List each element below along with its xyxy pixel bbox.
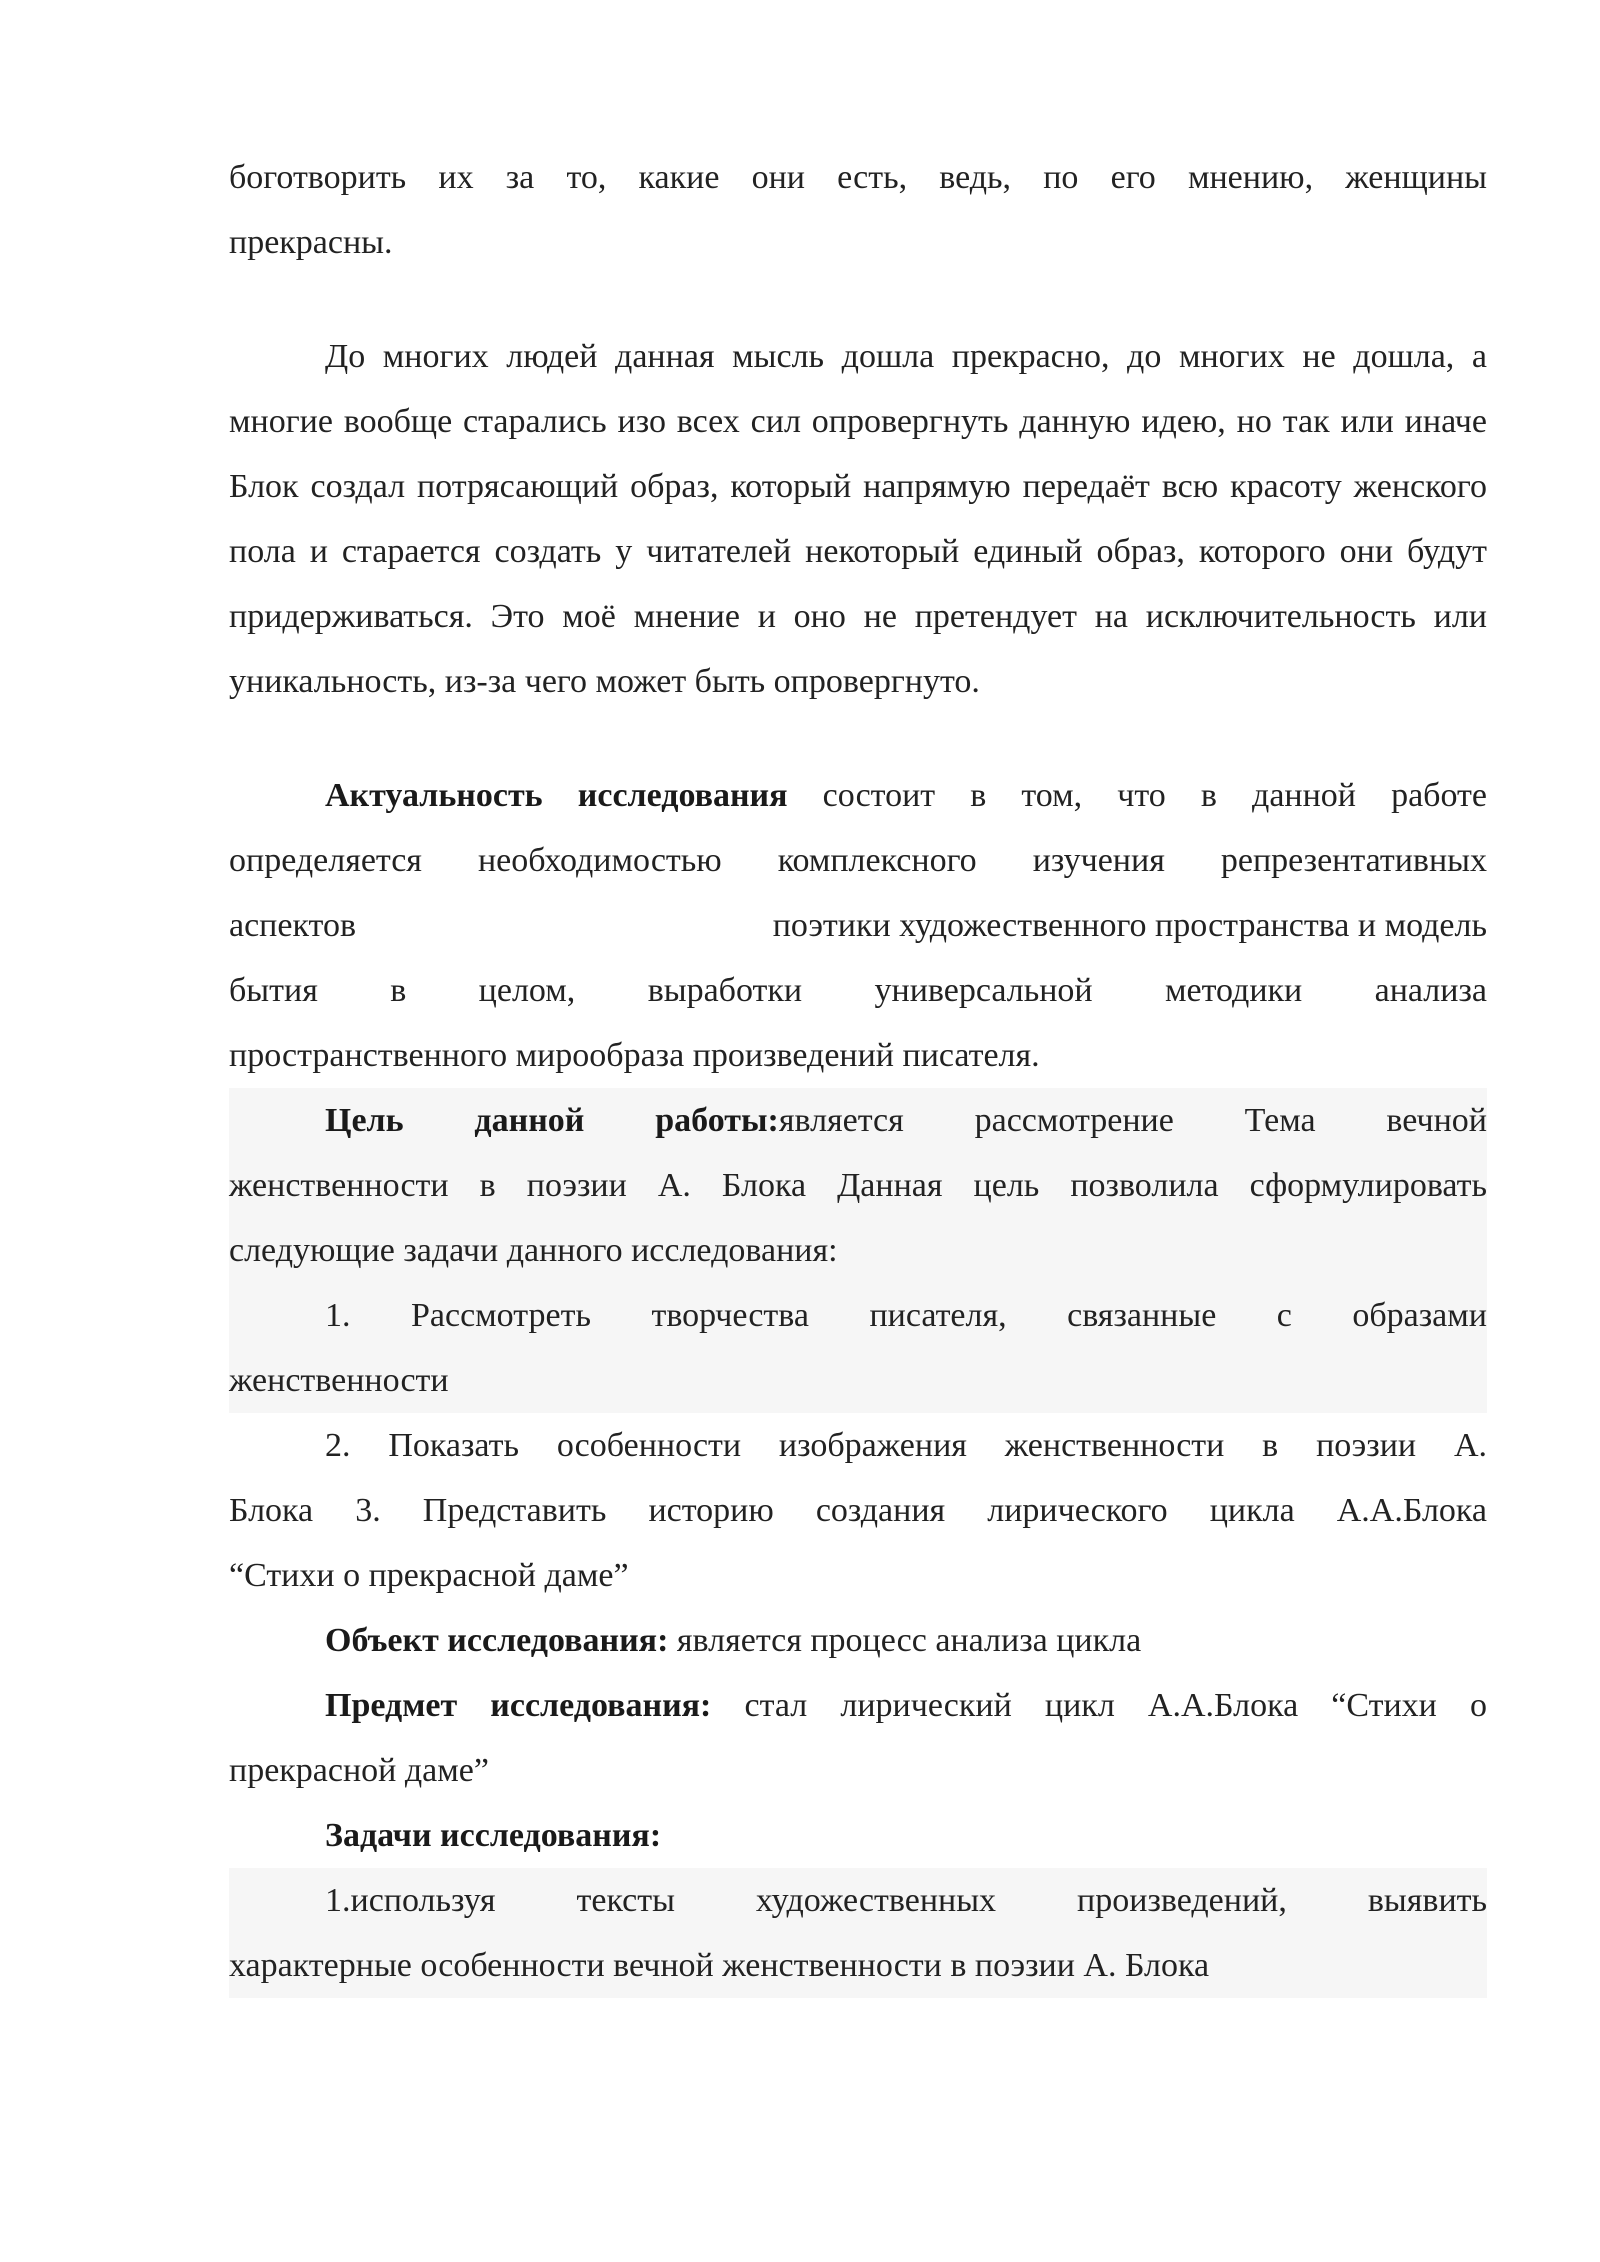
text-line: определяется необходимостью комплексного изучения репрезентативных xyxy=(229,842,1487,879)
tasks-heading: Задачи исследования: xyxy=(325,1817,662,1854)
object-heading: Объект исследования: xyxy=(325,1622,669,1659)
text-line: прекрасной даме” xyxy=(229,1752,489,1789)
tasks-item xyxy=(229,1868,1487,1998)
object-section xyxy=(229,1608,1487,1673)
text-line: прекрасны. xyxy=(229,224,393,261)
text-line: 1. Рассмотреть творчества писателя, связанные с образами xyxy=(325,1297,1487,1334)
task-item-2 xyxy=(229,1413,1487,1608)
task-item-1 xyxy=(229,1283,1487,1413)
text-line: женственности в поэзии А. Блока Данная цель позволила сформулировать xyxy=(229,1167,1487,1204)
text-line: характерные особенности вечной женственности в поэзии А. Блока xyxy=(229,1947,1210,1984)
text-line: бытия в целом, выработки универсальной методики анализа xyxy=(229,972,1487,1009)
paragraph-continuation xyxy=(229,145,1487,275)
relevance-section xyxy=(229,763,1487,1088)
text-line: “Стихи о прекрасной даме” xyxy=(229,1557,629,1594)
document-body xyxy=(229,145,1487,1998)
text-line: Актуальность исследования состоит в том, что в данной работе xyxy=(325,777,1487,814)
text-line: пространственного мирообраза произведений писателя. xyxy=(229,1037,1040,1074)
paragraph-gap xyxy=(229,714,1487,763)
text-line: женственности xyxy=(229,1362,449,1399)
text-line: Объект исследования: является процесс анализа цикла xyxy=(325,1622,1142,1659)
text-line: боготворить их за то, какие они есть, ведь, по его мнению, женщины xyxy=(229,159,1487,196)
text-line: Предмет исследования: стал лирический цикл А.А.Блока “Стихи о xyxy=(325,1687,1487,1724)
relevance-heading: Актуальность исследования xyxy=(325,777,788,814)
paragraph-gap xyxy=(229,275,1487,324)
paragraph-opinion: До многих людей данная мысль дошла прекрасно, до многих не дошла, а многие вообще старались изо всех сил опровергнуть данную идею, но так или иначе Блок создал потрясающий образ, который напрямую передаёт всю красоту женского пола и старается создать у читателей некоторый единый образ, которого они будут придерживаться. Это моё мнение и оно не претендует на исключительность или уникальность, из-за чего может быть опровергнуто. xyxy=(229,338,1487,700)
text-line: аспектов поэтики художественного пространства и модель xyxy=(229,907,1487,944)
text-line: Блока 3. Представить историю создания лирического цикла А.А.Блока xyxy=(229,1492,1487,1529)
subject-section xyxy=(229,1673,1487,1803)
text-line: Цель данной работы:является рассмотрение Тема вечной xyxy=(325,1102,1487,1139)
tasks-section xyxy=(229,1803,1487,1868)
goal-section xyxy=(229,1088,1487,1283)
goal-heading: Цель данной работы: xyxy=(325,1102,779,1139)
text-line: следующие задачи данного исследования: xyxy=(229,1232,838,1269)
text-line xyxy=(229,1803,1487,1868)
text-line: 2. Показать особенности изображения женственности в поэзии А. xyxy=(325,1427,1487,1464)
subject-heading: Предмет исследования: xyxy=(325,1687,712,1724)
text-line: 1.используя тексты художественных произведений, выявить xyxy=(325,1882,1487,1919)
